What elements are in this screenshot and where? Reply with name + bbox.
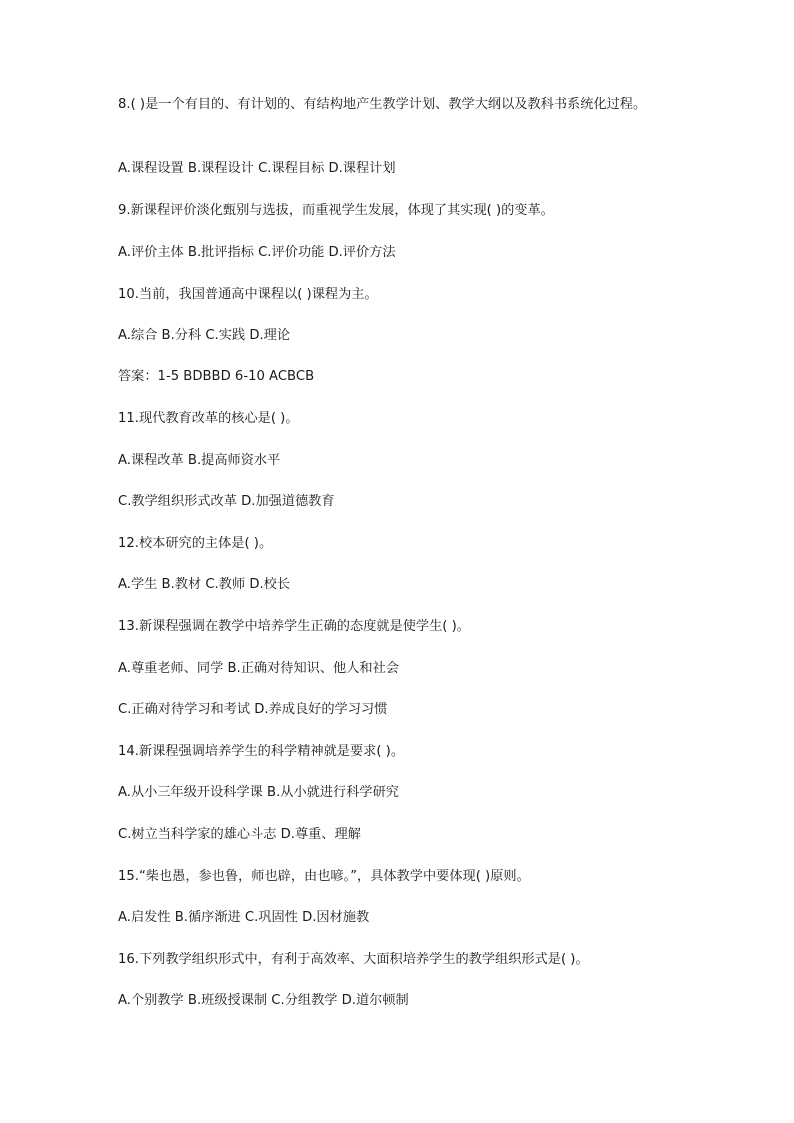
question-8: 8.( )是一个有目的、有计划的、有结构地产生教学计划、教学大纲以及教科书系统化过程。 <box>118 97 647 112</box>
question-9: 9.新课程评价淡化甄别与选拔，而重视学生发展，体现了其实现( )的变革。 <box>118 203 554 218</box>
question-14-options-2: C.树立当科学家的雄心斗志 D.尊重、理解 <box>118 827 361 842</box>
question-8-options: A.课程设置 B.课程设计 C.课程目标 D.课程计划 <box>118 161 396 176</box>
question-11-options-1: A.课程改革 B.提高师资水平 <box>118 453 281 468</box>
question-15-options: A.启发性 B.循序渐进 C.巩固性 D.因材施教 <box>118 910 370 925</box>
answer-key: 答案：1-5 BDBBD 6-10 ACBCB <box>118 369 315 384</box>
question-16-options: A.个别教学 B.班级授课制 C.分组教学 D.道尔顿制 <box>118 993 409 1008</box>
question-12-options: A.学生 B.教材 C.教师 D.校长 <box>118 577 291 592</box>
question-16: 16.下列教学组织形式中，有利于高效率、大面积培养学生的教学组织形式是( )。 <box>118 952 589 967</box>
question-14-options-1: A.从小三年级开设科学课 B.从小就进行科学研究 <box>118 785 399 800</box>
question-13: 13.新课程强调在教学中培养学生正确的态度就是使学生( )。 <box>118 619 470 634</box>
question-10-options: A.综合 B.分科 C.实践 D.理论 <box>118 328 291 343</box>
question-9-options: A.评价主体 B.批评指标 C.评价功能 D.评价方法 <box>118 245 396 260</box>
question-14: 14.新课程强调培养学生的科学精神就是要求( )。 <box>118 744 405 759</box>
question-11: 11.现代教育改革的核心是( )。 <box>118 411 299 426</box>
question-13-options-1: A.尊重老师、同学 B.正确对待知识、他人和社会 <box>118 661 399 676</box>
question-11-options-2: C.教学组织形式改革 D.加强道德教育 <box>118 494 335 509</box>
question-10: 10.当前，我国普通高中课程以( )课程为主。 <box>118 287 378 302</box>
question-12: 12.校本研究的主体是( )。 <box>118 536 273 551</box>
question-15: 15.“柴也愚，参也鲁，师也辟，由也喭。”，具体教学中要体现( )原则。 <box>118 869 530 884</box>
question-13-options-2: C.正确对待学习和考试 D.养成良好的学习习惯 <box>118 702 388 717</box>
